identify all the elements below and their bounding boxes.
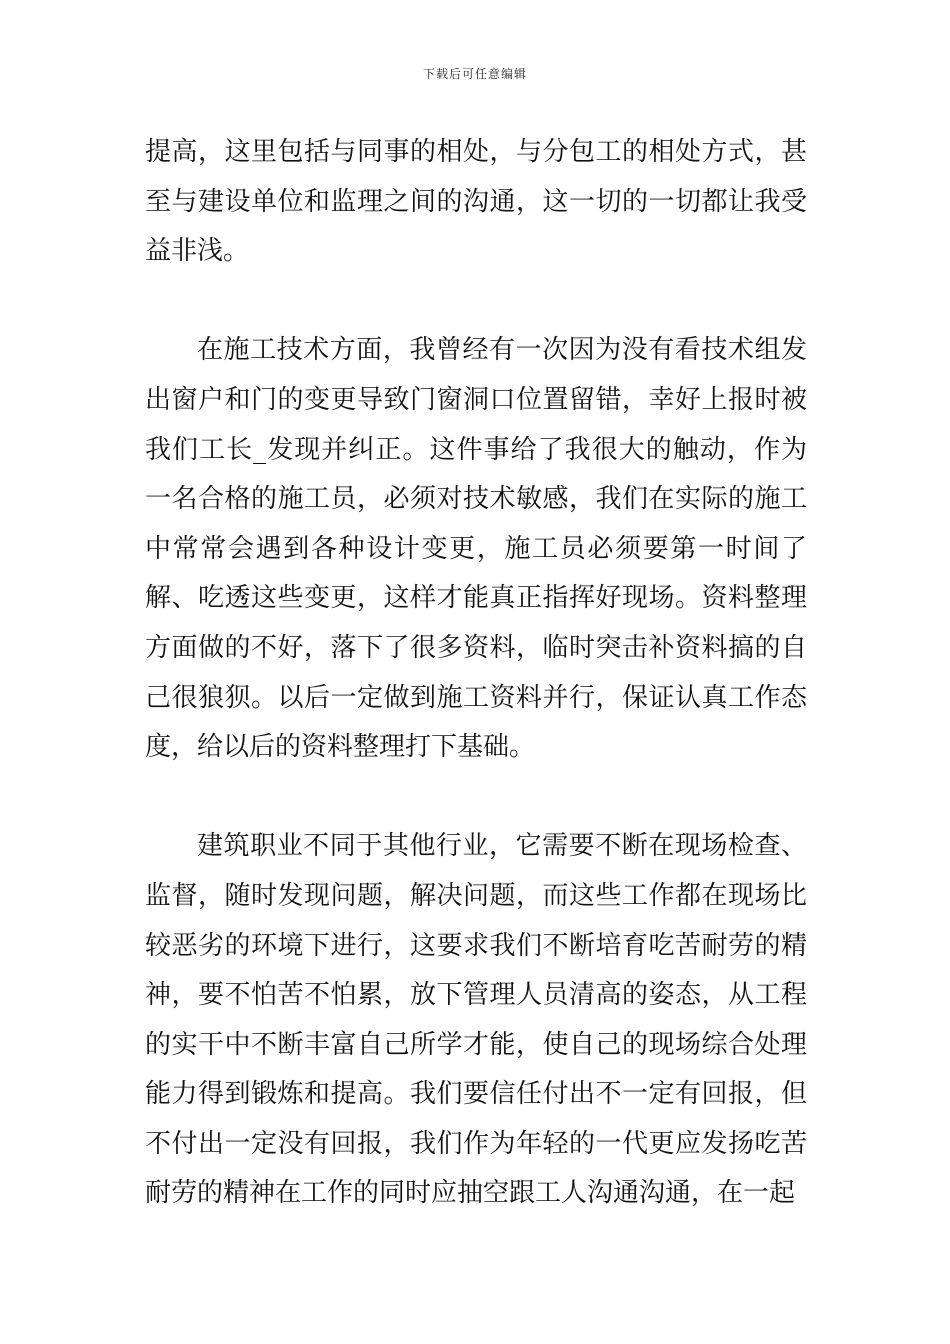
paragraph-3: 建筑职业不同于其他行业，它需要不断在现场检查、监督，随时发现问题，解决问题，而这些工作都在现场比较恶劣的环境下进行，这要求我们不断培育吃苦耐劳的精神，要不怕苦不怕累，放下管理人员清高的姿态，从工程的实干中不断丰富自己所学才能，使自己的现场综合处理能力得到锻炼和提高。我们要信任付出不一定有回报，但不付出一定没有回报，我们作为年轻的一代更应发扬吃苦耐劳的精神在工作的同时应抽空跟工人沟通沟通，在一起 bbox=[145, 831, 807, 1209]
document-body bbox=[145, 128, 807, 1219]
paragraph-spacer bbox=[145, 277, 807, 327]
paragraph-spacer bbox=[145, 773, 807, 823]
paragraph-2: 在施工技术方面，我曾经有一次因为没有看技术组发出窗户和门的变更导致门窗洞口位置留错，幸好上报时被我们工长_发现并纠正。这件事给了我很大的触动，作为一名合格的施工员，必须对技术敏感，我们在实际的施工中常常会遇到各种设计变更，施工员必须要第一时间了解、吃透这些变更，这样才能真正指挥好现场。资料整理方面做的不好，落下了很多资料，临时突击补资料搞的自己很狼狈。以后一定做到施工资料并行，保证认真工作态度，给以后的资料整理打下基础。 bbox=[145, 335, 807, 763]
paragraph-1: 提高，这里包括与同事的相处，与分包工的相处方式，甚至与建设单位和监理之间的沟通，这一切的一切都让我受益非浅。 bbox=[145, 137, 807, 267]
page-header: 下载后可任意编辑 bbox=[422, 67, 527, 81]
